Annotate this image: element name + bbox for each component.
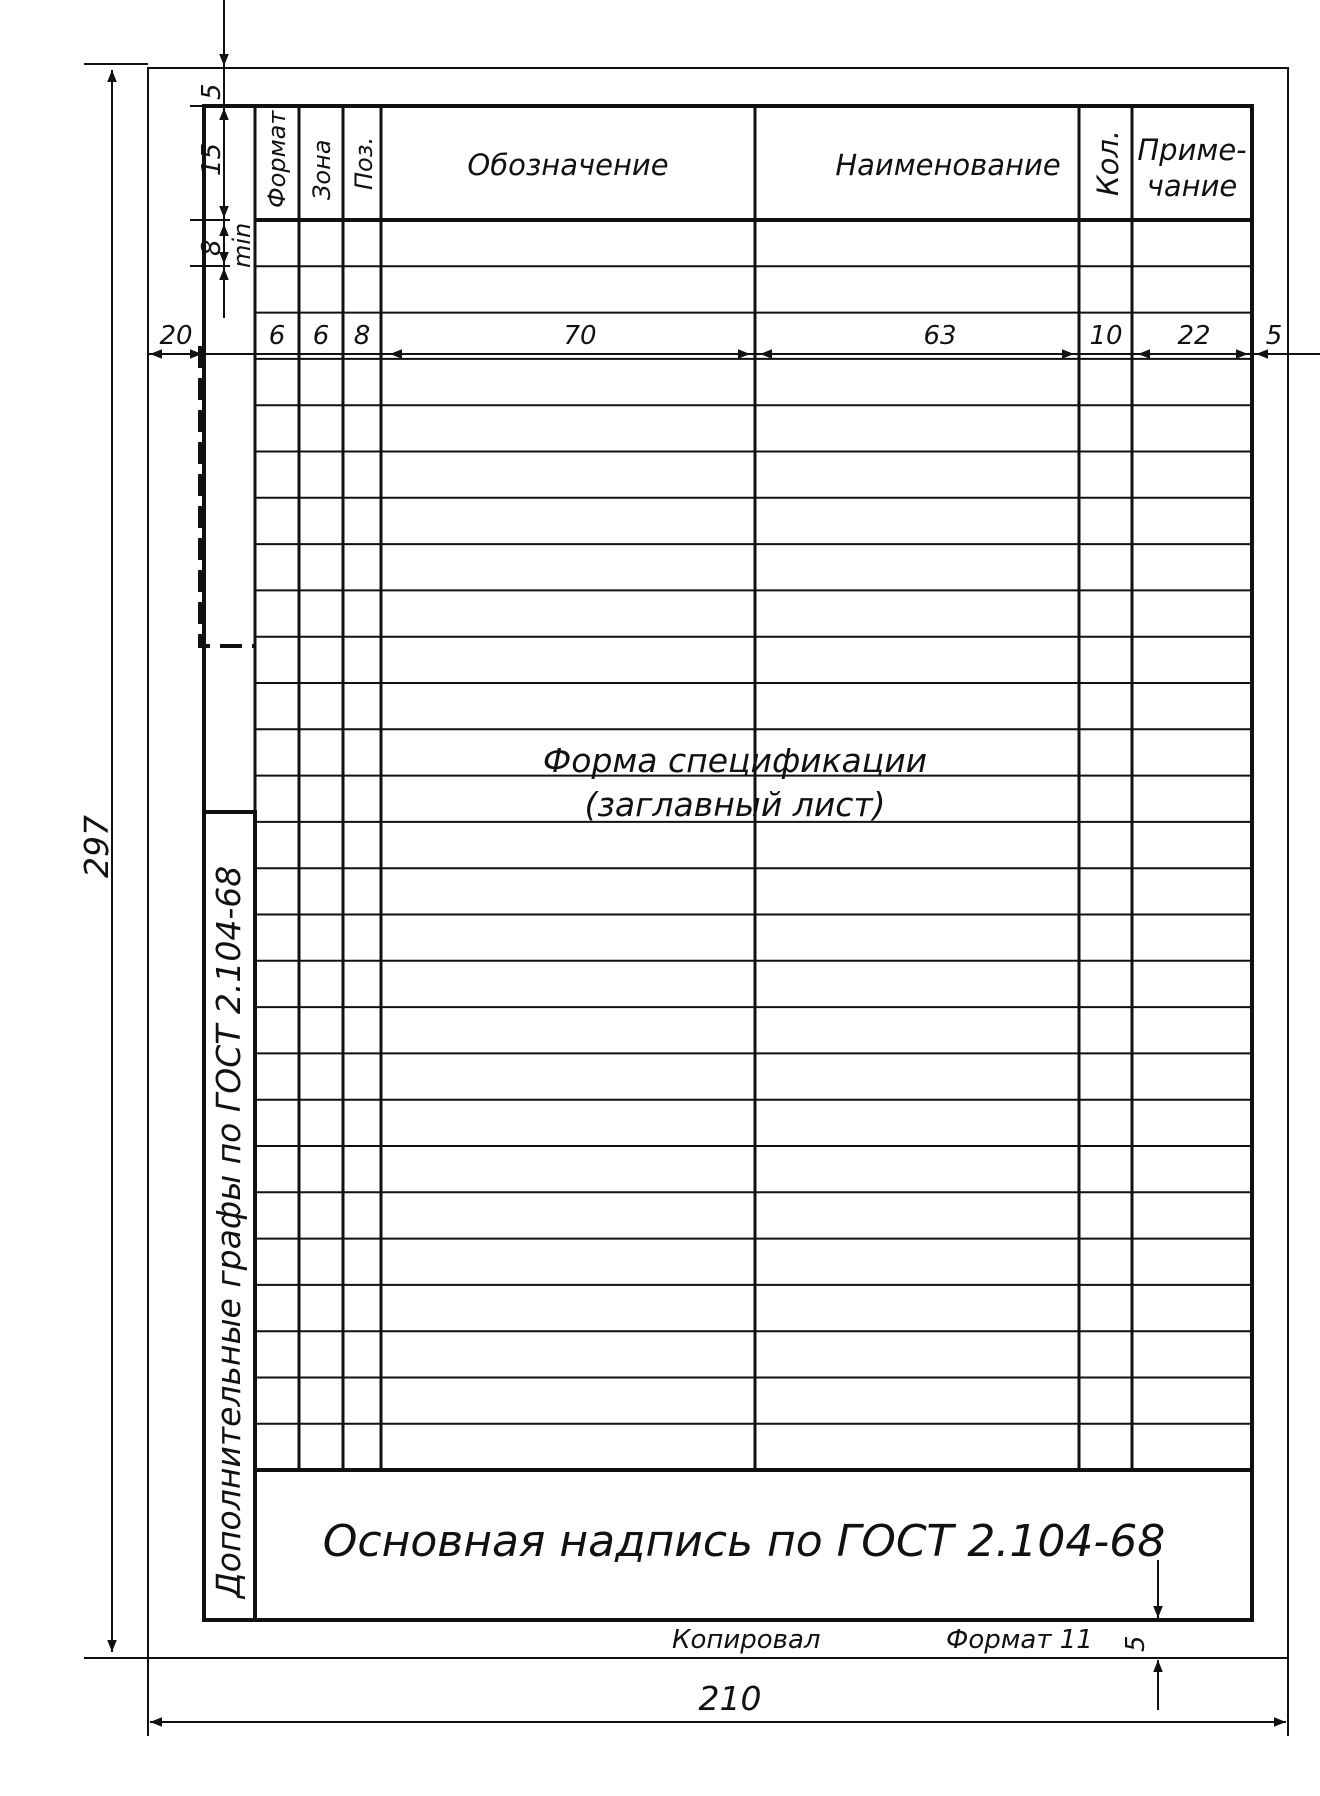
- dim-header-height: 15: [197, 142, 227, 176]
- form-title-line2: (заглавный лист): [584, 785, 886, 824]
- dim-top-margin: 5: [197, 83, 227, 100]
- bottom-margin-dimension: [1130, 1560, 1180, 1710]
- header-qty: Кол.: [1091, 129, 1125, 196]
- dim-col-qty: 10: [1089, 321, 1123, 351]
- dim-row-height: 8: [197, 239, 227, 256]
- footer-copied: Копировал: [672, 1625, 821, 1655]
- dim-col-zone: 6: [312, 321, 330, 351]
- form-title-line1: Форма спецификации: [542, 741, 928, 780]
- dim-row-height-note: min: [228, 222, 256, 268]
- header-zone: Зона: [308, 139, 336, 200]
- dim-right-margin: 5: [1265, 321, 1283, 351]
- dim-col-pos: 8: [353, 321, 371, 351]
- header-format: Формат: [263, 110, 291, 208]
- dim-col-format: 6: [268, 321, 286, 351]
- dim-col-note: 22: [1177, 321, 1211, 351]
- title-block-label: Основная надпись по ГОСТ 2.104-68: [322, 1516, 1166, 1567]
- header-pos: Поз.: [350, 136, 378, 190]
- header-name: Наименование: [835, 148, 1061, 182]
- dim-left-margin: 20: [159, 321, 193, 351]
- dim-col-name: 63: [923, 321, 957, 351]
- dim-bottom-margin: 5: [1121, 1635, 1151, 1652]
- sheet-border: [148, 68, 1288, 1658]
- dim-sheet-width: 210: [698, 1679, 762, 1718]
- dim-sheet-height: 297: [77, 815, 116, 878]
- header-note-line1: Приме-: [1137, 133, 1247, 167]
- extra-columns-dashed-outline: [200, 346, 255, 646]
- extra-columns-label: Дополнительные графы по ГОСТ 2.104-68: [209, 865, 248, 1598]
- header-note-line2: чание: [1146, 169, 1238, 203]
- footer-format: Формат 11: [946, 1625, 1093, 1655]
- dim-col-designation: 70: [563, 321, 597, 351]
- header-designation: Обозначение: [467, 148, 669, 182]
